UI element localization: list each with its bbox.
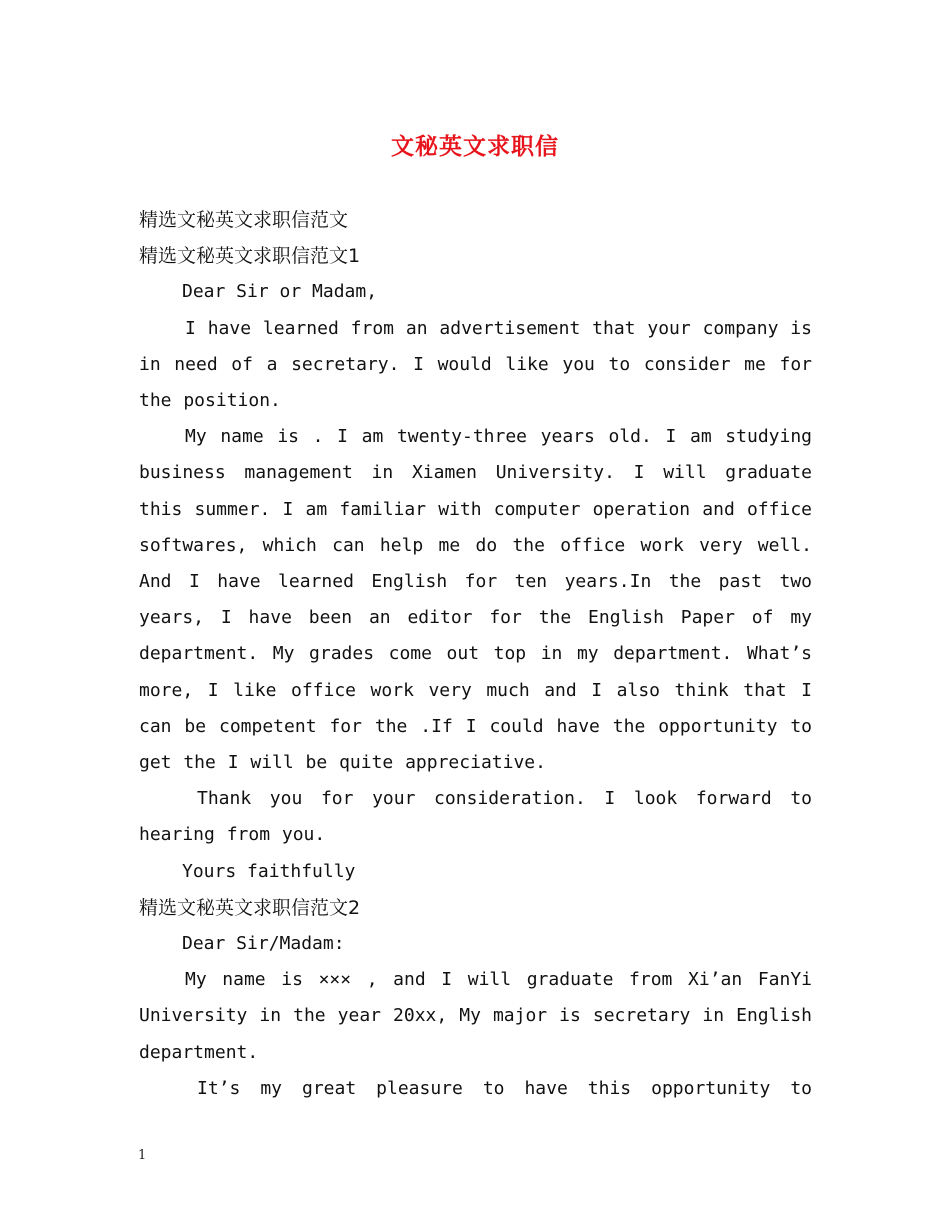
letter2-heading: 精选文秘英文求职信范文2 [139,896,361,919]
letter1-paragraph-2: My name is . I am twenty-three years old. I am studying business management in Xiamen University. I will graduate this summer. I am familiar with computer operation and office softwares, which can help me do the office work very well. And I have learned English for ten years.In the past two years, I have been an editor for the English Paper of my department. My grades come out top in my department. What’s more, I like office work very much and I also think that I can be competent for the .If I could have the opportunity to get the I will be quite appreciative. [139,426,812,774]
letter2-salutation: Dear Sir/Madam: [182,933,345,955]
document-title: 文秘英文求职信 [391,133,559,160]
letter1-heading: 精选文秘英文求职信范文1 [139,245,361,268]
letter1-salutation: Dear Sir or Madam, [182,281,378,303]
letter1-paragraph-3: Thank you for your consideration. I look forward to hearing from you. [139,788,812,846]
letter2-paragraph-1: My name is ××× , and I will graduate from Xi’an FanYi University in the year 20xx, My major is secretary in English department. [139,969,812,1063]
document-body [139,202,812,1107]
letter1-closing: Yours faithfully [182,860,356,882]
letter2-paragraph-2: It’s my great pleasure to have this opportunity to [197,1077,812,1099]
page-number: 1 [138,1148,147,1163]
section-heading: 精选文秘英文求职信范文 [139,209,349,231]
letter1-paragraph-1: I have learned from an advertisement that your company is in need of a secretary. I would like you to consider me for the position. [139,317,812,412]
